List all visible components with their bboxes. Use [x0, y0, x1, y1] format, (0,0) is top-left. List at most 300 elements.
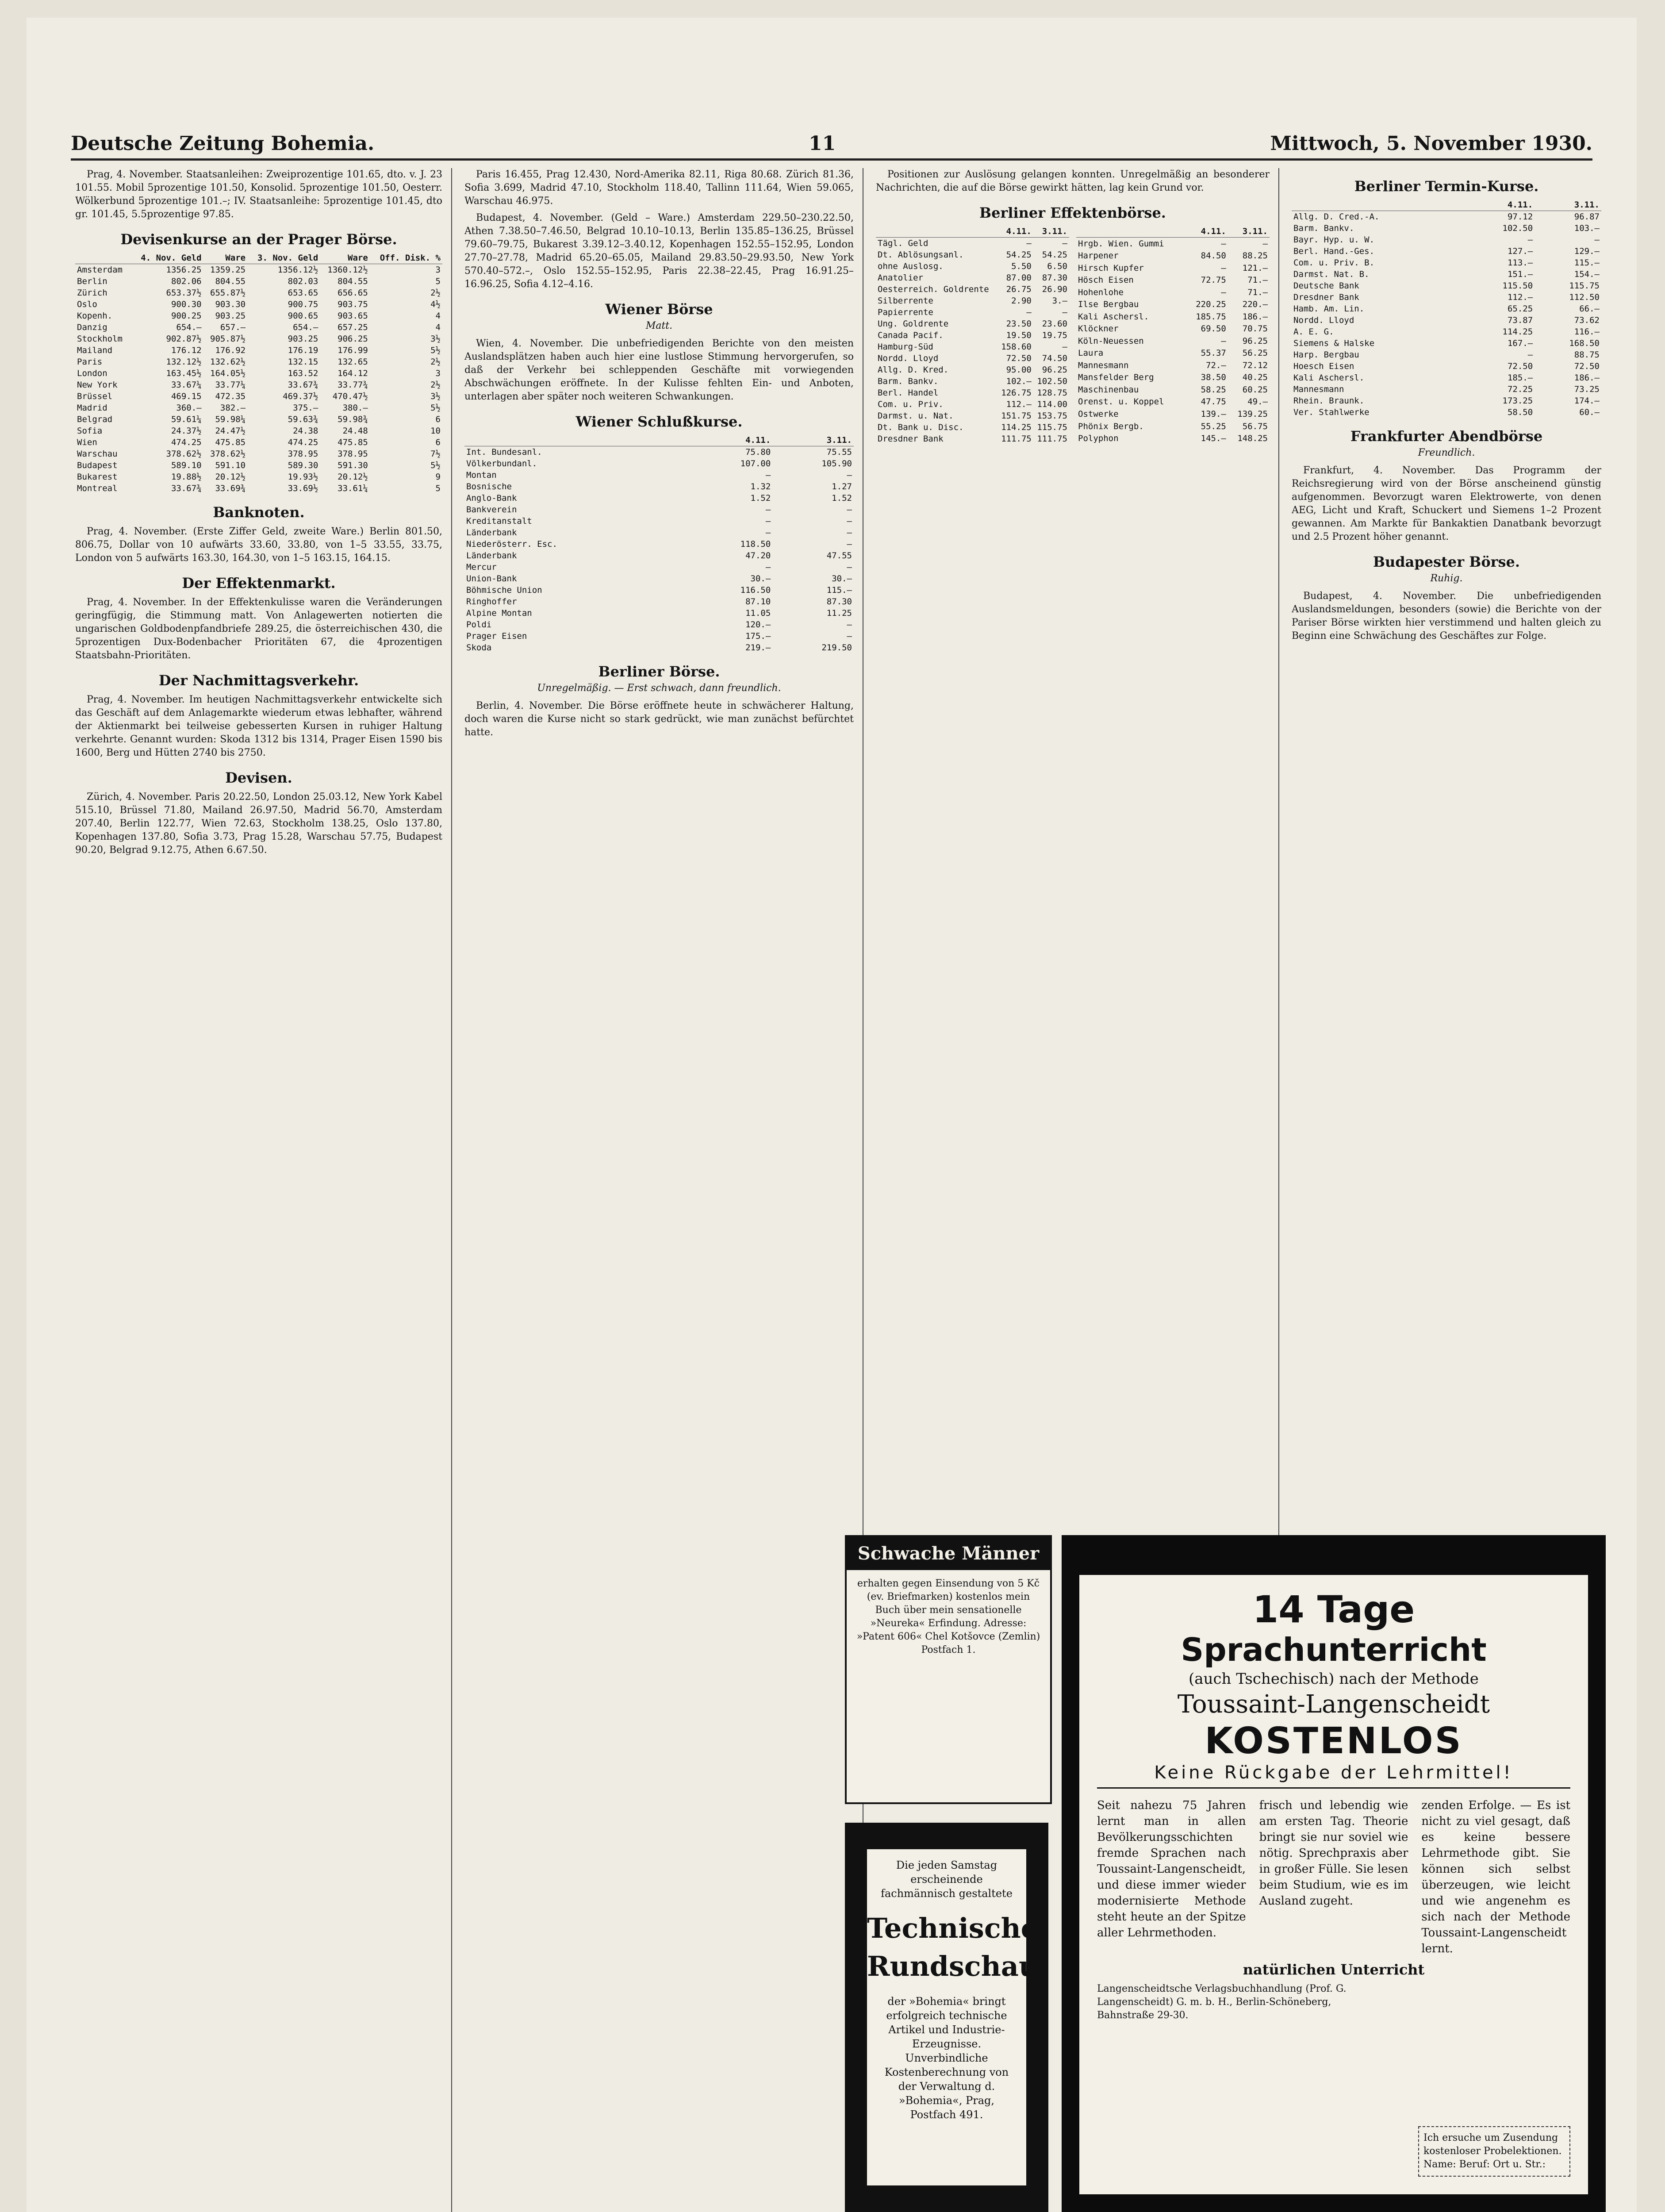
berliner-sub: Unregelmäßig. — Erst schwach, dann freundlich.: [537, 683, 781, 694]
table-cell: 33.61¼: [338, 484, 368, 493]
table-cell: Zürich: [77, 288, 107, 298]
table-cell: 84.50: [1201, 251, 1226, 261]
table-cell: Hösch Eisen: [1078, 275, 1134, 285]
table-cell: 129.–: [1574, 246, 1600, 256]
table-cell: 5: [435, 484, 441, 493]
table-cell: Ung. Goldrente: [878, 319, 949, 329]
table-cell: 72.25: [1507, 384, 1533, 394]
table-header: 4.11.: [997, 226, 1033, 238]
table-cell: 19.93½: [288, 472, 318, 482]
table-cell: 132.62½: [210, 357, 246, 367]
ad-sprach-line5: KOSTENLOS: [1205, 1720, 1463, 1762]
table-cell: 87.30: [826, 597, 852, 607]
table-cell: 654.–: [176, 323, 202, 332]
table-cell: 38.50: [1201, 373, 1226, 383]
table-cell: 88.75: [1574, 350, 1600, 360]
table-cell: Papierrente: [878, 307, 933, 317]
table-cell: 220.–: [1242, 300, 1268, 310]
table-cell: —: [1062, 238, 1067, 248]
table-cell: 656.65: [338, 288, 368, 298]
table-cell: —: [1527, 235, 1533, 245]
table-cell: Nordd. Lloyd: [878, 353, 939, 363]
table-header: [1292, 199, 1468, 211]
table-cell: 7½: [430, 449, 441, 459]
table-cell: 472.35: [215, 392, 246, 401]
table-cell: 33.67¼: [171, 380, 202, 390]
table-cell: 59.98¾: [338, 415, 368, 424]
ad-sprach-body: [1097, 1797, 1570, 1957]
table-cell: Warschau: [77, 449, 118, 459]
devisen-row: [75, 402, 442, 414]
table-cell: Tägl. Geld: [878, 238, 928, 248]
effekten-row: [1076, 299, 1270, 311]
schluss-row: [464, 550, 854, 561]
table-cell: Mannesmann: [1293, 384, 1344, 394]
table-cell: Madrid: [77, 403, 107, 413]
table-cell: 900.30: [171, 300, 202, 309]
table-cell: Phönix Bergb.: [1078, 421, 1144, 431]
table-cell: 115.75: [1569, 281, 1600, 291]
table-cell: 96.87: [1574, 212, 1600, 222]
table-cell: 589.10: [171, 461, 202, 470]
table-cell: 378.62½: [166, 449, 202, 459]
effekten-row: [1076, 384, 1270, 396]
table-cell: 219.–: [745, 643, 771, 653]
table-cell: 19.88½: [171, 472, 202, 482]
table-cell: 164.05½: [210, 369, 246, 378]
schluss-row: [464, 596, 854, 607]
table-cell: Budapest: [77, 461, 118, 470]
table-cell: Böhmische Union: [466, 585, 542, 595]
effekten-row: [876, 272, 1069, 284]
schluss-row: [464, 573, 854, 584]
table-cell: 87.00: [1006, 273, 1032, 283]
table-cell: 185.75: [1196, 311, 1226, 322]
devisen-row: [75, 379, 442, 391]
table-header: [1076, 226, 1186, 238]
table-cell: 163.45½: [166, 369, 202, 378]
frankfurt-title: Frankfurter Abendbörse: [1350, 428, 1543, 445]
table-cell: —: [765, 470, 771, 480]
table-cell: Kali Aschersl.: [1293, 373, 1365, 383]
nachmittag-text: Prag, 4. November. Im heutigen Nachmittagsverkehr entwickelte sich das Geschäft auf dem Anlagemarkte wiederum etwas lebhafter, während der Aktienmarkt bei teilweise gebesserten Kursen in ruhiger Haltung verkehrte. Genannt wurden: Skoda 1312 bis 1314, Prager Eisen 1590 bis 1600, Berg und Hütten 2740 bis 2750.: [75, 694, 442, 758]
table-cell: 5: [435, 276, 441, 286]
ad-rundschau-title: Technische Rundschau: [867, 1912, 1039, 1982]
table-cell: Dt. Ablösungsanl.: [878, 250, 964, 260]
schluss-row: [464, 481, 854, 492]
table-cell: New York: [77, 380, 118, 390]
effekten-row: [876, 295, 1069, 307]
ad-sprach-line4: Toussaint-Langenscheidt: [1177, 1690, 1490, 1719]
nachmittag-title: Der Nachmittagsverkehr.: [158, 672, 359, 689]
rates-intro: Paris 16.455, Prag 12.430, Nord-Amerika 82.11, Riga 80.68. Zürich 81.36, Sofia 3.699, Madrid 47.10, Stockholm 118.40, Tallinn 111.64, Wien 59.065, Warschau 46.975.: [464, 169, 854, 207]
table-cell: Mailand: [77, 346, 113, 355]
table-cell: 380.–: [342, 403, 368, 413]
ad-schwache-text: erhalten gegen Einsendung von 5 Kč (ev. Briefmarken) kostenlos mein Buch über mein sensationelle »Neureka« Erfindung. Adresse: »Patent 606« Chel Kotšovce (Zemlin) Postfach 1.: [856, 1578, 1040, 1655]
effektenmarkt-title: Der Effektenmarkt.: [182, 575, 336, 591]
table-cell: Ostwerke: [1078, 409, 1119, 419]
table-cell: Oslo: [77, 300, 97, 309]
table-cell: —: [765, 562, 771, 572]
effekten-row: [876, 376, 1069, 387]
effekten-row: [876, 261, 1069, 272]
devisen-row: [75, 391, 442, 402]
table-cell: Harp. Bergbau: [1293, 350, 1359, 360]
table-cell: 54.25: [1042, 250, 1067, 260]
table-cell: 903.65: [338, 311, 368, 321]
table-cell: 59.61¼: [171, 415, 202, 424]
table-cell: 900.25: [171, 311, 202, 321]
table-cell: Anatolier: [878, 273, 923, 283]
table-cell: Siemens & Halske: [1293, 338, 1375, 348]
ad-sprach-coupon: Ich ersuche um Zusendung kostenloser Probelektionen. Name: Beruf: Ort u. Str.:: [1418, 2126, 1570, 2177]
effekten-table-left: [876, 226, 1069, 445]
effekten-row: [1076, 335, 1270, 347]
table-header: 4.11.: [691, 434, 773, 446]
termin-row: [1292, 280, 1601, 292]
devisen-row: [75, 276, 442, 287]
table-cell: —: [1594, 235, 1600, 245]
devisen-table: [75, 252, 442, 494]
table-cell: 114.25: [1502, 327, 1533, 337]
table-header: Ware: [320, 252, 369, 264]
table-cell: 60.25: [1242, 384, 1268, 395]
table-cell: 219.50: [821, 643, 852, 653]
table-cell: 145.–: [1201, 434, 1226, 444]
page-number: 11: [809, 132, 836, 155]
table-cell: 589.30: [288, 461, 318, 470]
termin-table: [1292, 199, 1601, 418]
devisen-row: [75, 333, 442, 345]
budapest-sub: Ruhig.: [1430, 573, 1463, 584]
table-cell: 73.87: [1507, 315, 1533, 325]
table-cell: 33.69½: [288, 484, 318, 493]
table-cell: 102.50: [1037, 376, 1067, 386]
table-cell: 6: [435, 415, 441, 424]
frankfurt-text: Frankfurt, 4. November. Das Programm der Reichsregierung wird von der Börse anscheinend günstig aufgenommen. Bevorzugt waren Elektrowerte, von denen AEG, Licht und Kraft, Schuckert und Siemens 1–2 Prozent gewannen. Am Markte für Bankaktien Danatbank bevorzugt und 2.5 Prozent höher genannt.: [1292, 465, 1601, 542]
schluss-row: [464, 527, 854, 538]
table-cell: 74.50: [1042, 353, 1067, 363]
table-cell: 72.12: [1242, 360, 1268, 370]
devisen2-title: Devisen.: [225, 769, 292, 786]
table-cell: 75.55: [826, 447, 852, 457]
table-cell: —: [1026, 307, 1032, 317]
table-cell: 802.06: [171, 276, 202, 286]
table-cell: 23.60: [1042, 319, 1067, 329]
table-cell: 903.75: [338, 300, 368, 309]
column-3: [876, 168, 1270, 1672]
effekten-row: [1076, 432, 1270, 445]
table-cell: 657.–: [220, 323, 246, 332]
table-cell: 113.–: [1507, 258, 1533, 268]
table-cell: Canada Pacif.: [878, 330, 944, 340]
devisen-row: [75, 437, 442, 448]
table-cell: 59.63¾: [288, 415, 318, 424]
wiener-sub: Matt.: [645, 320, 673, 331]
table-cell: 47.20: [745, 551, 771, 561]
table-cell: 220.25: [1196, 300, 1226, 310]
table-cell: 3½: [430, 334, 441, 344]
table-cell: 65.25: [1507, 304, 1533, 314]
table-cell: 378.62½: [210, 449, 246, 459]
table-header: Ware: [203, 252, 248, 264]
effekten-row: [876, 353, 1069, 364]
table-cell: 1.27: [832, 482, 852, 492]
effekten-row: [876, 341, 1069, 353]
table-cell: 47.55: [826, 551, 852, 561]
table-cell: —: [847, 620, 852, 630]
table-cell: 40.25: [1242, 373, 1268, 383]
table-cell: Ringhoffer: [466, 597, 517, 607]
table-cell: Laura: [1078, 348, 1104, 358]
table-cell: 95.00: [1006, 365, 1032, 375]
table-cell: Silberrente: [878, 296, 933, 306]
table-cell: 151.–: [1507, 269, 1533, 279]
table-cell: 19.75: [1042, 330, 1067, 340]
table-cell: 4: [435, 311, 441, 321]
effekten-row: [1076, 396, 1270, 408]
termin-row: [1292, 326, 1601, 338]
table-cell: 96.25: [1042, 365, 1067, 375]
table-cell: 903.30: [215, 300, 246, 309]
table-cell: —: [847, 505, 852, 515]
devisen-row: [75, 460, 442, 471]
banknoten-title: Banknoten.: [213, 504, 305, 521]
effekten-row: [876, 284, 1069, 295]
devisen-row: [75, 368, 442, 379]
table-cell: 176.92: [215, 346, 246, 355]
schluss-row: [464, 458, 854, 469]
berliner-text: Berlin, 4. November. Die Börse eröffnete heute in schwächerer Haltung, doch waren die Kurse nicht so stark gedrückt, wie man zunächst befürchtet hatte.: [464, 700, 854, 738]
ad-rundschau-text: der »Bohemia« bringt erfolgreich technische Artikel und Industrie-Erzeugnisse. Unverbindliche Kostenberechnung von der Verwaltung d. »Bohemia«, Prag, Postfach 491.: [884, 1995, 1009, 2121]
budapest-title: Budapester Börse.: [1373, 553, 1520, 570]
table-cell: Berl. Handel: [878, 388, 939, 398]
table-cell: —: [847, 562, 852, 572]
table-cell: 1.52: [832, 493, 852, 503]
table-cell: 30.–: [832, 574, 852, 584]
table-cell: Darmst. u. Nat.: [878, 411, 954, 421]
effekten-row: [1076, 408, 1270, 420]
table-cell: 5.50: [1011, 261, 1032, 271]
table-cell: 88.25: [1242, 251, 1268, 261]
table-cell: 902.87½: [166, 334, 202, 344]
table-cell: Ilse Bergbau: [1078, 300, 1139, 310]
effekten-row: [876, 399, 1069, 410]
table-cell: 469.15: [171, 392, 202, 401]
table-cell: 30.–: [750, 574, 771, 584]
ad-sprachunterricht: [1062, 1535, 1606, 2212]
table-cell: 175.–: [745, 631, 771, 641]
table-cell: 55.37: [1201, 348, 1226, 358]
table-cell: 3: [435, 265, 441, 275]
termin-row: [1292, 246, 1601, 257]
table-cell: Darmst. Nat. B.: [1293, 269, 1370, 279]
table-cell: 24.37½: [171, 426, 202, 436]
table-cell: 120.–: [745, 620, 771, 630]
table-cell: Niederösterr. Esc.: [466, 539, 557, 549]
effekten-row: [876, 422, 1069, 433]
ad-sprach-line6: Keine Rückgabe der Lehrmittel!: [1097, 1763, 1570, 1789]
table-cell: Hoesch Eisen: [1293, 361, 1354, 371]
table-cell: 87.30: [1042, 273, 1067, 283]
ad-sprach-line2: Sprachunterricht: [1181, 1631, 1487, 1668]
table-cell: 60.–: [1579, 407, 1600, 417]
table-cell: 382.–: [220, 403, 246, 413]
table-cell: 132.12½: [166, 357, 202, 367]
column-2: [464, 168, 854, 2212]
table-cell: 186.–: [1242, 311, 1268, 322]
table-cell: Dresdner Bank: [878, 434, 944, 444]
table-cell: 163.52: [288, 369, 318, 378]
table-cell: —: [1221, 263, 1226, 273]
table-cell: 20.12½: [215, 472, 246, 482]
schluss-row: [464, 642, 854, 653]
table-cell: Dt. Bank u. Disc.: [878, 422, 964, 432]
table-cell: 87.10: [745, 597, 771, 607]
table-cell: 24.48: [342, 426, 368, 436]
table-cell: Prager Eisen: [466, 631, 527, 641]
table-cell: 1356.12½: [277, 265, 318, 275]
table-cell: 118.50: [740, 539, 771, 549]
table-cell: 168.50: [1569, 338, 1600, 348]
table-cell: Allg. D. Cred.-A.: [1293, 212, 1380, 222]
table-cell: Bayr. Hyp. u. W.: [1293, 235, 1375, 245]
effekten-row: [876, 364, 1069, 376]
table-cell: 132.15: [288, 357, 318, 367]
table-header: [75, 252, 130, 264]
table-cell: 115.50: [1502, 281, 1533, 291]
table-cell: 103.–: [1574, 223, 1600, 233]
table-cell: 73.62: [1574, 315, 1600, 325]
table-cell: 591.30: [338, 461, 368, 470]
table-cell: 56.25: [1242, 348, 1268, 358]
effekten-row: [876, 307, 1069, 318]
table-cell: 158.60: [1001, 342, 1032, 352]
schluss-row: [464, 504, 854, 515]
table-cell: 72.–: [1206, 360, 1226, 370]
table-cell: 474.25: [288, 438, 318, 447]
table-cell: Hamb. Am. Lin.: [1293, 304, 1365, 314]
table-cell: 75.80: [745, 447, 771, 457]
table-cell: 111.75: [1001, 434, 1032, 444]
termin-row: [1292, 315, 1601, 326]
table-cell: Oesterreich. Goldrente: [878, 284, 989, 294]
ad-sprach-body-right: zenden Erfolge. — Es ist nicht zu viel gesagt, daß es keine bessere Lehrmethode gibt. Sie können sich selbst überzeugen, wie leicht und wie angenehm es sich nach der Methode Toussaint-Langenscheidt lernt.: [1421, 1799, 1571, 1955]
table-header: 4. Nov. Geld: [130, 252, 203, 264]
table-cell: 905.87½: [210, 334, 246, 344]
table-cell: 1360.12½: [327, 265, 368, 275]
table-cell: 107.00: [740, 459, 771, 469]
ad-technische-rundschau: [845, 1823, 1048, 2212]
table-cell: 23.50: [1006, 319, 1032, 329]
table-cell: 115.–: [826, 585, 852, 595]
devisen-row: [75, 448, 442, 460]
schluss-row: [464, 515, 854, 527]
table-cell: Deutsche Bank: [1293, 281, 1359, 291]
effekten-row: [1076, 250, 1270, 262]
table-cell: Hohenlohe: [1078, 287, 1124, 297]
table-cell: 71.–: [1247, 287, 1268, 297]
table-cell: Poldi: [466, 620, 492, 630]
table-cell: 1356.25: [166, 265, 202, 275]
table-cell: 73.25: [1574, 384, 1600, 394]
wiener-title: Wiener Börse: [605, 301, 713, 318]
table-cell: 96.25: [1242, 336, 1268, 346]
table-header: 3.11.: [1535, 199, 1601, 211]
table-cell: Rhein. Braunk.: [1293, 396, 1365, 406]
termin-row: [1292, 361, 1601, 372]
ad-schwache-maenner: [845, 1535, 1052, 1804]
effekten-row: [876, 330, 1069, 341]
table-cell: 9: [435, 472, 441, 482]
column-rule: [451, 168, 452, 2212]
table-cell: 72.50: [1006, 353, 1032, 363]
effekten-row: [1076, 372, 1270, 384]
table-cell: Allg. D. Kred.: [878, 365, 949, 375]
table-cell: —: [765, 516, 771, 526]
table-cell: Bosnische: [466, 482, 512, 492]
table-cell: Maschinenbau: [1078, 384, 1139, 395]
effekten-table-right: [1076, 226, 1270, 445]
termin-row: [1292, 407, 1601, 418]
table-cell: Hamburg-Süd: [878, 342, 933, 352]
table-cell: Klöckner: [1078, 324, 1119, 334]
table-header: 3.11.: [1033, 226, 1069, 238]
devisen-row: [75, 287, 442, 299]
table-cell: 903.25: [288, 334, 318, 344]
table-cell: 804.55: [215, 276, 246, 286]
devisen-row: [75, 310, 442, 322]
table-cell: 186.–: [1574, 373, 1600, 383]
table-cell: Orenst. u. Koppel: [1078, 397, 1164, 407]
table-header: 4.11.: [1186, 226, 1228, 238]
table-cell: Nordd. Lloyd: [1293, 315, 1354, 325]
table-cell: 59.98¼: [215, 415, 246, 424]
table-cell: —: [1221, 238, 1226, 249]
wiener-text: Wien, 4. November. Die unbefriedigenden Berichte von den meisten Auslandsplätzen haben auch hier eine lustlose Stimmung hervorgerufen, so daß der Verkehr bei schleppenden Geschäfte mit vorwiegenden Abschwächungen eröffnete. In der Kulisse fehlten Ein- und Anboten, unterlagen aber später noch weiteren Schwankungen.: [464, 338, 854, 402]
ad-schwache-headline: Schwache Männer: [847, 1537, 1050, 1570]
table-cell: —: [1062, 307, 1067, 317]
effekten-row: [1076, 274, 1270, 287]
table-cell: 55.25: [1201, 421, 1226, 431]
table-cell: 72.75: [1201, 275, 1226, 285]
effekten-row: [1076, 311, 1270, 323]
table-cell: Berl. Hand.-Ges.: [1293, 246, 1375, 256]
table-cell: A. E. G.: [1293, 327, 1334, 337]
table-cell: —: [847, 516, 852, 526]
schluss-row: [464, 584, 854, 596]
table-cell: 132.65: [338, 357, 368, 367]
table-cell: 1.32: [750, 482, 771, 492]
table-cell: Montreal: [77, 484, 118, 493]
table-cell: 591.10: [215, 461, 246, 470]
effekten-row: [1076, 238, 1270, 250]
devisen-row: [75, 471, 442, 483]
berliner-title: Berliner Börse.: [598, 663, 720, 680]
table-cell: 375.–: [293, 403, 318, 413]
table-cell: 1.52: [750, 493, 771, 503]
effekten-row: [876, 238, 1069, 250]
table-header: [464, 434, 691, 446]
table-cell: 167.–: [1507, 338, 1533, 348]
table-cell: 4½: [430, 300, 441, 309]
table-cell: 24.38: [293, 426, 318, 436]
termin-row: [1292, 234, 1601, 246]
effekten-row: [876, 433, 1069, 445]
budapest-devisen: Budapest, 4. November. (Geld – Ware.) Amsterdam 229.50–230.22.50, Athen 7.38.50–7.46.50, Belgrad 10.10–10.13, Berlin 135.85–136.25, Brüssel 79.60–79.75, Bukarest 3.39.12–3.40.12, Kopenhagen 152.55–152.95, London 27.70–27.78, Madrid 65.20–65.05, Mailand 29.83.50–29.93.50, New York 570.40–572.–, Oslo 152.55–152.95, Paris 22.38–22.45, Prag 16.91.25–16.96.25, Sofia 4.12–4.16.: [464, 212, 854, 290]
table-cell: 654.–: [293, 323, 318, 332]
table-cell: Int. Bundesanl.: [466, 447, 542, 457]
